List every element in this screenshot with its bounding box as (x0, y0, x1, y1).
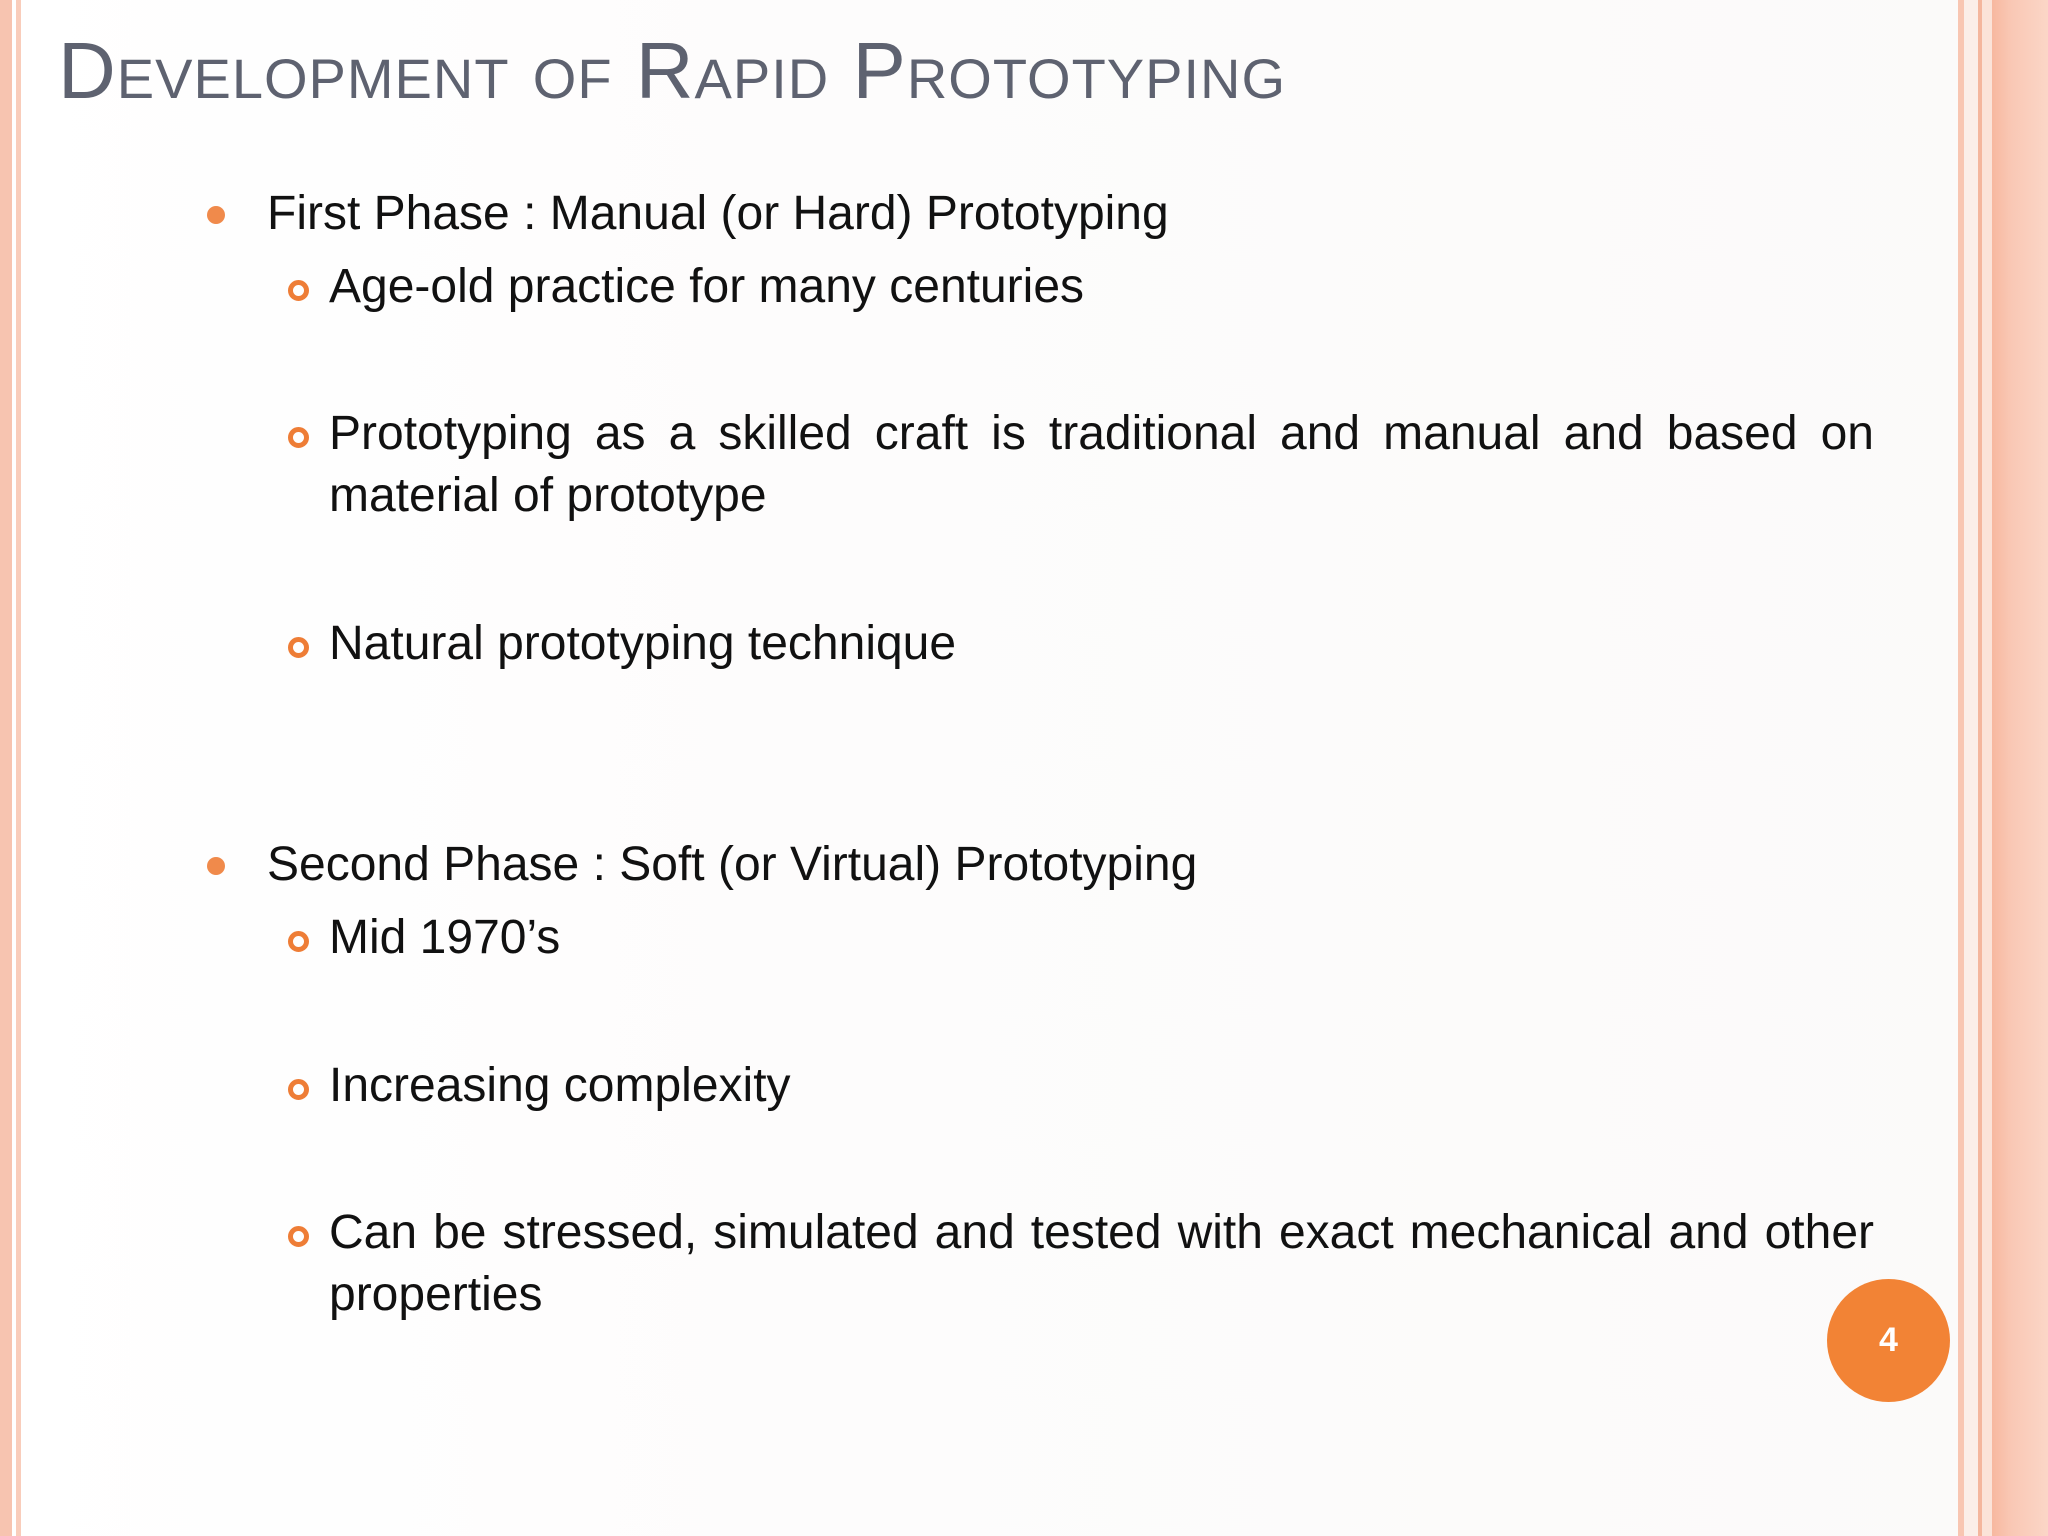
page-number-badge: 4 (1827, 1279, 1950, 1402)
sub-bullet-ring-icon (288, 427, 309, 448)
bullet-heading: First Phase : Manual (or Hard) Prototyping (267, 187, 1169, 240)
sub-bullet-text: Can be stressed, simulated and tested with exact mechanical and other properties (329, 1206, 1874, 1321)
right-decorative-band (1964, 0, 1978, 1536)
sub-bullet-ring-icon (288, 1079, 309, 1100)
bullet-dot-icon (207, 206, 225, 224)
sub-bullet-text: Natural prototyping technique (329, 617, 957, 670)
right-decorative-band (1982, 0, 1992, 1536)
sub-bullet-text: Prototyping as a skilled craft is traditional and manual and based on material of prototype (329, 407, 1874, 522)
sub-bullet-ring-icon (288, 280, 309, 301)
sub-bullet (288, 907, 1874, 969)
sub-bullet (288, 613, 1874, 675)
sub-bullet-text: Age-old practice for many centuries (329, 260, 1085, 313)
left-decorative-stripe (0, 0, 12, 1536)
slide-title: Development of Rapid Prototyping (58, 26, 1287, 115)
sub-bullet (288, 1055, 1874, 1117)
sub-bullet-ring-icon (288, 637, 309, 658)
bullet-heading: Second Phase : Soft (or Virtual) Prototyping (267, 838, 1198, 891)
sub-bullet (288, 1202, 1874, 1326)
bullet-dot-icon (207, 857, 225, 875)
sub-bullet-ring-icon (288, 1226, 309, 1247)
sub-bullet-ring-icon (288, 931, 309, 952)
sub-bullet-text: Increasing complexity (329, 1059, 791, 1112)
left-decorative-stripe-inner (16, 0, 21, 1536)
sub-bullet (288, 256, 1874, 318)
sub-bullet (288, 403, 1874, 527)
right-decorative-band (1992, 0, 2048, 1536)
sub-bullet-text: Mid 1970’s (329, 911, 561, 964)
